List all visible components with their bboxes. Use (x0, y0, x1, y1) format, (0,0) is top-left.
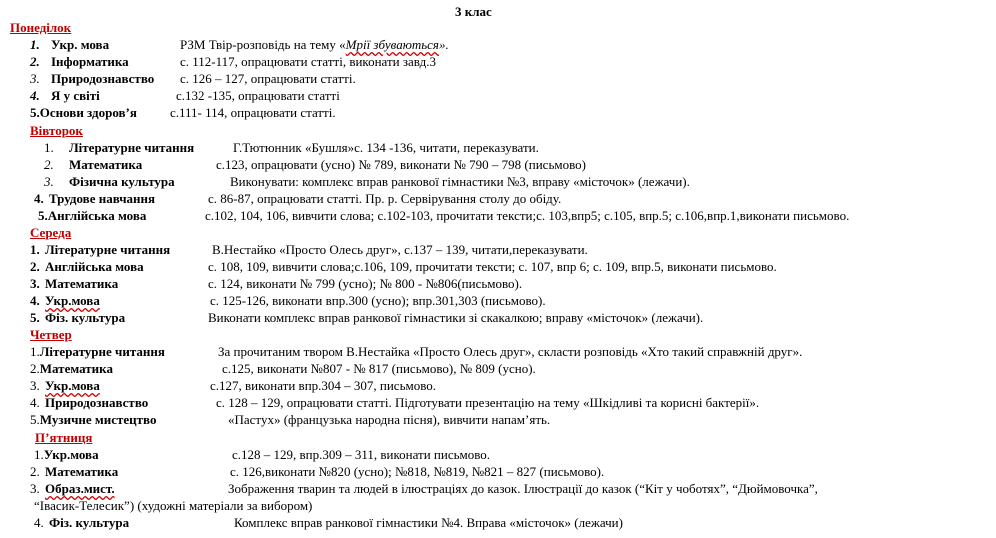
task-text-end: ». (438, 37, 449, 52)
subject-name: Англійська мова (47, 208, 147, 223)
wed-row-5-task: Виконати комплекс вправ ранкової гімнастики зі скакалкою; вправу «місточок» (лежачи). (208, 310, 704, 325)
fri-row-2-task: с. 126,виконати №820 (усно); №818, №819, №821 – 827 (письмово). (230, 464, 605, 479)
thu-row-4-task: с. 128 – 129, опрацювати статті. Підготувати презентацію на тему «Шкідливі та корисні бактерії». (216, 395, 760, 410)
row-number: 2. (44, 157, 54, 172)
subject-name: Основи здоров’я (39, 105, 137, 120)
thu-row-3-task: с.127, виконати впр.304 – 307, письмово. (210, 378, 437, 393)
day-heading-thursday: Четвер (30, 327, 72, 342)
fri-row-3-task: Зображення тварин та людей в ілюстраціях до казок. Ілюстрації до казок (“Кіт у чоботях”, “Дюймовочка”, (228, 481, 818, 496)
subject-name: Фіз. культура (49, 515, 130, 530)
thu-row-2-task: с.125, виконати №807 - № 817 (письмово), № 809 (усно). (222, 361, 536, 376)
subject-name: Літературне читання (39, 344, 165, 359)
day-heading-monday: Понеділок (10, 20, 72, 35)
subject-name: Англійська мова (45, 259, 144, 274)
fri-row-2 (30, 464, 118, 480)
wed-row-2 (30, 259, 144, 275)
wed-row-3 (30, 276, 118, 292)
tue-row-1-task: Г.Тютюнник «Бушля»с. 134 -136, читати, переказувати. (233, 140, 539, 155)
tue-row-5-task: с.102, 104, 106, вивчити слова; с.102-103, прочитати тексти;с. 103,впр5; с.105, впр.5; с.106,впр.1,виконати письмово. (205, 208, 850, 223)
mon-row-1-task (180, 37, 449, 53)
tue-row-2-task: с.123, опрацювати (усно) № 789, виконати № 790 – 798 (письмово) (216, 157, 586, 172)
tue-row-1 (44, 140, 194, 156)
thu-row-5 (30, 412, 156, 428)
subject-name: Математика (39, 361, 113, 376)
subject-name: Я у світі (51, 88, 100, 103)
subject-name: Природознавство (45, 395, 149, 410)
row-number: 3. (30, 378, 40, 393)
page-title: 3 клас (455, 4, 492, 19)
tue-row-3 (44, 174, 175, 190)
mon-row-2-task: с. 112-117, опрацювати статті, виконати завд.3 (180, 54, 436, 69)
mon-row-5-task: с.111- 114, опрацювати статті. (170, 105, 336, 120)
fri-row-1 (34, 447, 99, 463)
subject-name: Образ.мист. (45, 481, 115, 496)
row-number: 3. (44, 174, 54, 189)
wed-row-1-task: В.Нестайко «Просто Олесь друг», с.137 – 139, читати,переказувати. (212, 242, 588, 257)
fri-row-4 (34, 515, 129, 531)
row-number: 4. (30, 88, 40, 103)
day-heading-wednesday: Середа (30, 225, 72, 240)
tue-row-3-task: Виконувати: комплекс вправ ранкової гімнастики №3, вправу «місточок» (лежачи). (230, 174, 690, 189)
thu-row-1-task: За прочитаним твором В.Нестайка «Просто Олесь друг», скласти розповідь «Хто такий справжній друг». (218, 344, 803, 359)
row-number: 5. (38, 208, 48, 223)
day-heading-friday: П’ятниця (35, 430, 93, 445)
subject-name: Математика (45, 276, 119, 291)
subject-name: Літературне читання (69, 140, 195, 155)
row-number: 5. (30, 105, 40, 120)
tue-row-2 (44, 157, 142, 173)
task-topic: Мрії збуваються (345, 37, 439, 52)
row-number: 1. (30, 242, 40, 257)
mon-row-4 (30, 88, 100, 104)
row-number: 3. (30, 481, 40, 496)
wed-row-1 (30, 242, 170, 258)
subject-name: Фіз. культура (45, 310, 126, 325)
wed-row-5 (30, 310, 125, 326)
wed-row-4 (30, 293, 100, 309)
thu-row-1 (30, 344, 165, 360)
mon-row-3 (30, 71, 154, 87)
subject-name: Математика (69, 157, 143, 172)
row-number: 4. (34, 515, 44, 530)
subject-name: Укр.мова (45, 378, 100, 393)
subject-name: Математика (45, 464, 119, 479)
wed-row-2-task: с. 108, 109, вивчити слова;с.106, 109, прочитати тексти; с. 107, впр 6; с. 109, впр.5, виконати письмово. (208, 259, 777, 274)
row-number: 2. (30, 464, 40, 479)
row-number: 2. (30, 259, 40, 274)
mon-row-4-task: с.132 -135, опрацювати статті (176, 88, 340, 103)
row-number: 1. (34, 447, 44, 462)
row-number: 1. (30, 344, 40, 359)
mon-row-5 (30, 105, 137, 121)
tue-row-4 (34, 191, 155, 207)
day-heading-tuesday: Вівторок (30, 123, 83, 138)
mon-row-2 (30, 54, 129, 70)
row-number: 2. (30, 54, 40, 69)
thu-row-3 (30, 378, 100, 394)
mon-row-3-task: с. 126 – 127, опрацювати статті. (180, 71, 356, 86)
fri-row-3 (30, 481, 115, 497)
subject-name: Трудове навчання (49, 191, 156, 206)
thu-row-2 (30, 361, 113, 377)
subject-name: Літературне читання (45, 242, 171, 257)
fri-row-1-task: с.128 – 129, впр.309 – 311, виконати письмово. (232, 447, 491, 462)
tue-row-4-task: с. 86-87, опрацювати статті. Пр. р. Сервірування столу до обіду. (208, 191, 562, 206)
row-number: 4. (30, 395, 40, 410)
fri-row-4-task: Комплекс вправ ранкової гімнастики №4. Вправа «місточок» (лежачи) (234, 515, 623, 530)
wed-row-4-task: с. 125-126, виконати впр.300 (усно); впр.301,303 (письмово). (210, 293, 546, 308)
mon-row-1 (30, 37, 109, 53)
subject-name: Укр.мова (43, 447, 99, 462)
row-number: 3. (30, 71, 40, 86)
row-number: 2. (30, 361, 40, 376)
row-number: 1. (44, 140, 54, 155)
subject-name: Фізична культура (69, 174, 175, 189)
fri-row-3-task-continued: “Івасик-Телесик”) (художні матеріали за вибором) (34, 498, 313, 513)
task-text: РЗМ Твір-розповідь на тему « (180, 37, 346, 52)
subject-name: Укр. мова (51, 37, 110, 52)
tue-row-5 (38, 208, 146, 224)
row-number: 3. (30, 276, 40, 291)
thu-row-4 (30, 395, 148, 411)
row-number: 4. (34, 191, 44, 206)
row-number: 4. (30, 293, 40, 308)
thu-row-5-task: «Пастух» (французька народна пісня), вивчити напам’ять. (228, 412, 551, 427)
row-number: 5. (30, 412, 40, 427)
row-number: 1. (30, 37, 40, 52)
subject-name: Інформатика (51, 54, 129, 69)
subject-name: Укр.мова (45, 293, 100, 308)
subject-name: Музичне мистецтво (39, 412, 157, 427)
row-number: 5. (30, 310, 40, 325)
subject-name: Природознавство (51, 71, 155, 86)
wed-row-3-task: с. 124, виконати № 799 (усно); № 800 - №806(письмово). (208, 276, 523, 291)
